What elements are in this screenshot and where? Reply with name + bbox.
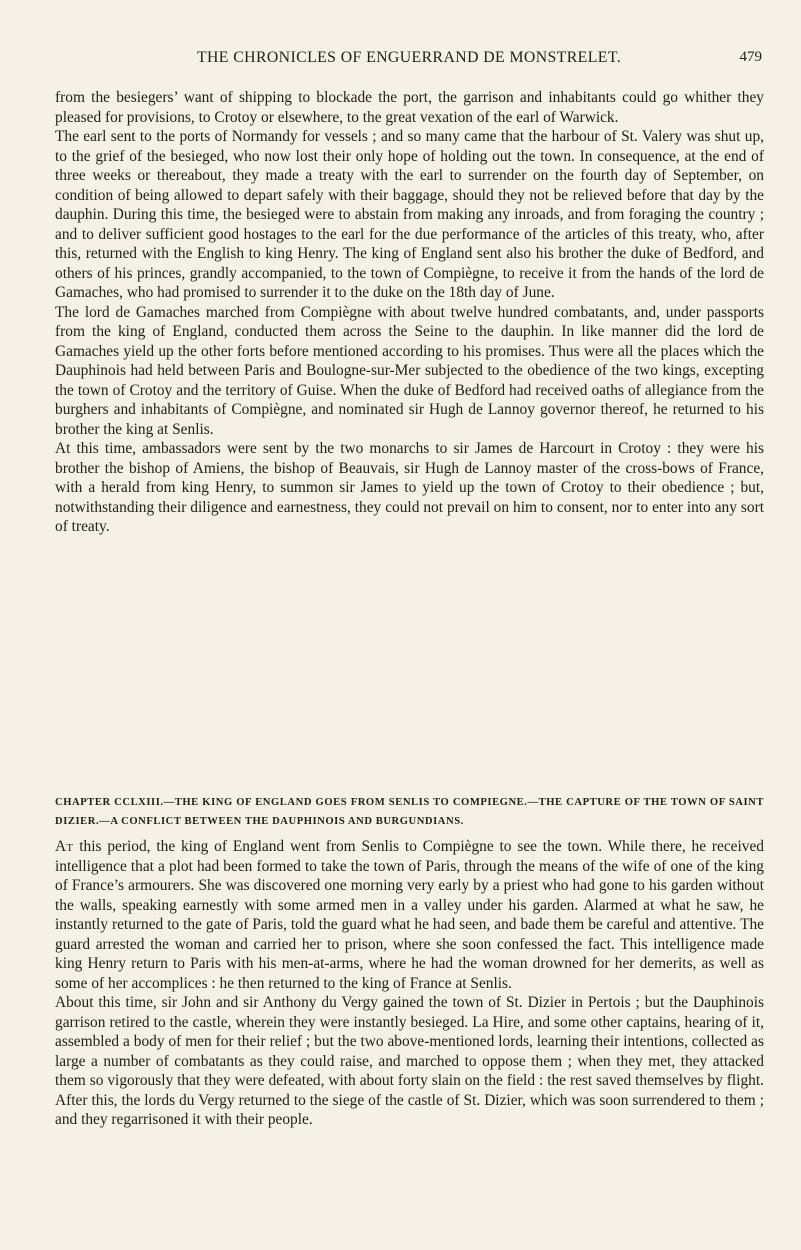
running-header	[56, 49, 762, 73]
paragraph: The lord de Gamaches marched from Compiègne with about twelve hundred combatants, and, under passports from the king of England, conducted them across the Seine to the dauphin. In like manner did the lord de Gamaches yield up the other forts before mentioned according to his promises. Thus were all the places which the Dauphinois had held between Paris and Boulogne-sur-Mer subjected to the obedience of the two kings, excepting the town of Crotoy and the territory of Guise. When the duke of Bedford had received oaths of allegiance from the burghers and inhabitants of Compiègne, and nominated sir Hugh de Lannoy governor thereof, he returned to his brother the king at Senlis.	[55, 303, 764, 438]
paragraph: At this time, ambassadors were sent by the two monarchs to sir James de Harcourt in Crotoy : they were his brother the bishop of Amiens, the bishop of Beauvais, sir Hugh de Lannoy master of the cross-bows of France, with a herald from king Henry, to summon sir James to yield up the town of Crotoy to their obedience ; but, notwithstanding their diligence and earnestness, they could not prevail on him to consent, nor to enter into any sort of treaty.	[55, 440, 764, 535]
text-block-bottom	[55, 837, 764, 1130]
running-title: THE CHRONICLES OF ENGUERRAND DE MONSTRELET.	[196, 49, 622, 66]
paragraph: from the besiegers’ want of shipping to blockade the port, the garrison and inhabitants could go whither they pleased for provisions, to Crotoy or elsewhere, to the great vexation of the earl of Warwick.	[55, 89, 764, 126]
paragraph-text: this period, the king of England went from Senlis to Compiègne to see the town. While there, he received intelligence that a plot had been formed to take the town of Paris, through the means of the wife of one of the king of France’s armourers. She was discovered one morning very early by a priest who had gone to his garden without the walls, speaking earnestly with some armed men in a valley under his garden. Alarmed at what he saw, he instantly returned to the gate of Paris, told the guard what he had seen, and bade them be careful and attentive. The guard arrested the woman and carried her to prison, where she soon confessed the fact. This intelligence made king Henry return to Paris with his men-at-arms, where he had the woman drowned for her demerits, as well as some of her accomplices : he then returned to the king of France at Senlis.	[55, 838, 764, 992]
paragraph: The earl sent to the ports of Normandy for vessels ; and so many came that the harbour of St. Valery was shut up, to the grief of the besieged, who now lost their only hope of holding out the town. In consequence, at the end of three weeks or thereabout, they made a treaty with the earl to surrender on the fourth day of September, on condition of being allowed to depart safely with their baggage, should they not be relieved before that day by the dauphin. During this time, the besieged were to abstain from making any inroads, and from foraging the country ; and to deliver sufficient good hostages to the earl for the due performance of the articles of this treaty, who, after this, returned with the English to king Henry. The king of England sent also his brother the duke of Bedford, and others of his princes, grandly accompanied, to the town of Compiègne, to receive it from the hands of the lord de Gamaches, who had promised to surrender it to the duke on the 18th day of June.	[55, 128, 764, 301]
paragraph	[55, 837, 764, 993]
paragraph: About this time, sir John and sir Anthony du Vergy gained the town of St. Dizier in Pertois ; but the Dauphinois garrison retired to the castle, wherein they were instantly besieged. La Hire, and some other captains, hearing of it, assembled a body of men for their relief ; but the two above-mentioned lords, learning their intentions, collected as large a number of combatants as they could raise, and marched to oppose them ; when they met, they attacked them so vigorously that they were defeated, with about forty slain on the field : the rest saved themselves by flight. After this, the lords du Vergy returned to the siege of the castle of St. Dizier, which was soon surrendered to them ; and they regarrisoned it with their people.	[55, 994, 764, 1128]
chapter-heading: CHAPTER CCLXIII.—THE KING OF ENGLAND GOES FROM SENLIS TO COMPIEGNE.—THE CAPTURE OF THE TOWN OF SAINT DIZIER.—A CONFLICT BETWEEN THE DAUPHINOIS AND BURGUNDIANS.	[55, 797, 764, 827]
chapter-lead-word: At	[55, 838, 74, 855]
text-block-top	[55, 88, 764, 537]
page-number: 479	[739, 49, 762, 65]
